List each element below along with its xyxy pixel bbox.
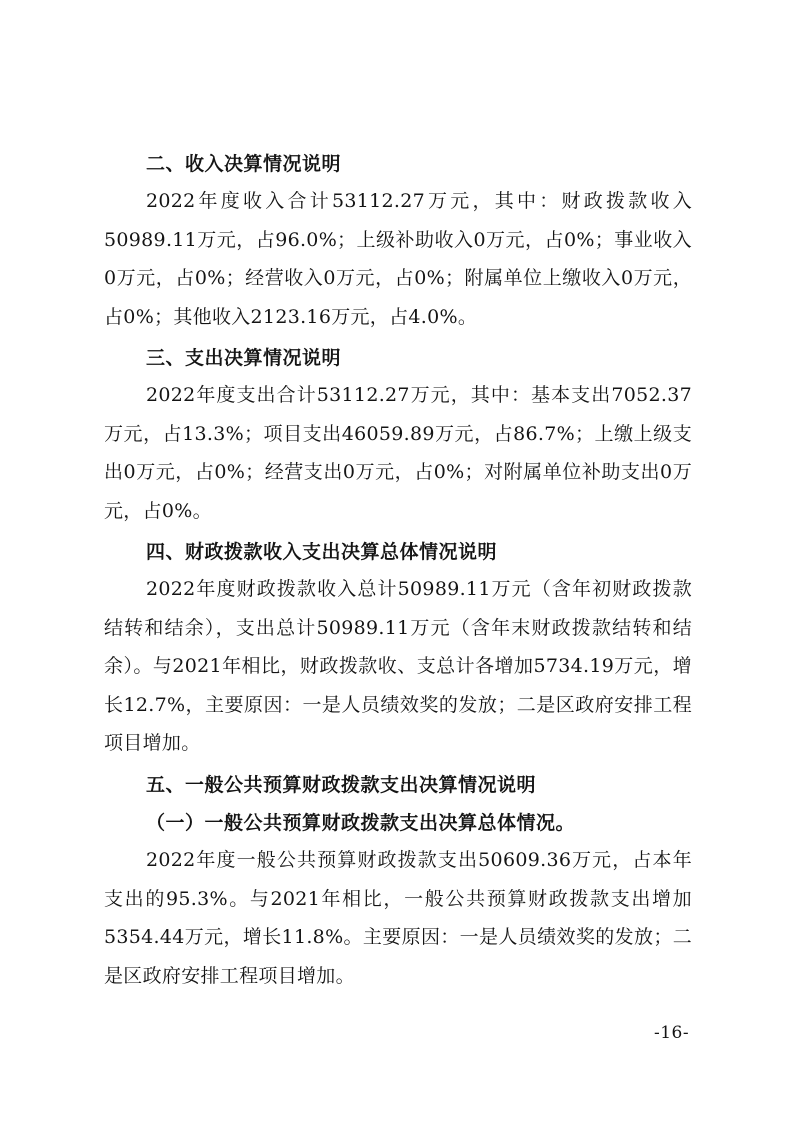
- section-heading-income: 二、收入决算情况说明: [146, 153, 342, 175]
- section-heading-expenditure: 三、支出决算情况说明: [146, 347, 342, 369]
- subsection-heading-general-budget-overall: （一）一般公共预算财政拨款支出决算总体情况。: [146, 812, 576, 834]
- section-heading-general-budget: 五、一般公共预算财政拨款支出决算情况说明: [146, 774, 537, 796]
- section-text-income: 2022年度收入合计53112.27万元，其中：财政拨款收入50989.11万元，占96.0%；上级补助收入0万元，占0%；事业收入0万元，占0%；经营收入0万元，占0%；附属单位上缴收入0万元，占0%；其他收入2123.16万元，占4.0%。: [104, 190, 692, 328]
- section-text-expenditure: 2022年度支出合计53112.27万元，其中：基本支出7052.37万元，占13.3%；项目支出46059.89万元，占86.7%；上缴上级支出0万元，占0%；经营支出0万元，占0%；对附属单位补助支出0万元，占0%。: [104, 384, 692, 522]
- section-text-general-budget: 2022年度一般公共预算财政拨款支出50609.36万元，占本年支出的95.3%。与2021年相比，一般公共预算财政拨款支出增加5354.44万元，增长11.8%。主要原因：一是人员绩效奖的发放；二是区政府安排工程项目增加。: [104, 849, 692, 987]
- section-heading-fiscal-overall: 四、财政拨款收入支出决算总体情况说明: [146, 541, 498, 563]
- page-number: -16-: [654, 1023, 690, 1043]
- section-text-fiscal-overall: 2022年度财政拨款收入总计50989.11万元（含年初财政拨款结转和结余），支出总计50989.11万元（含年末财政拨款结转和结余）。与2021年相比，财政拨款收、支总计各增加5734.19万元，增长12.7%，主要原因：一是人员绩效奖的发放；二是区政府安排工程项目增加。: [104, 578, 692, 755]
